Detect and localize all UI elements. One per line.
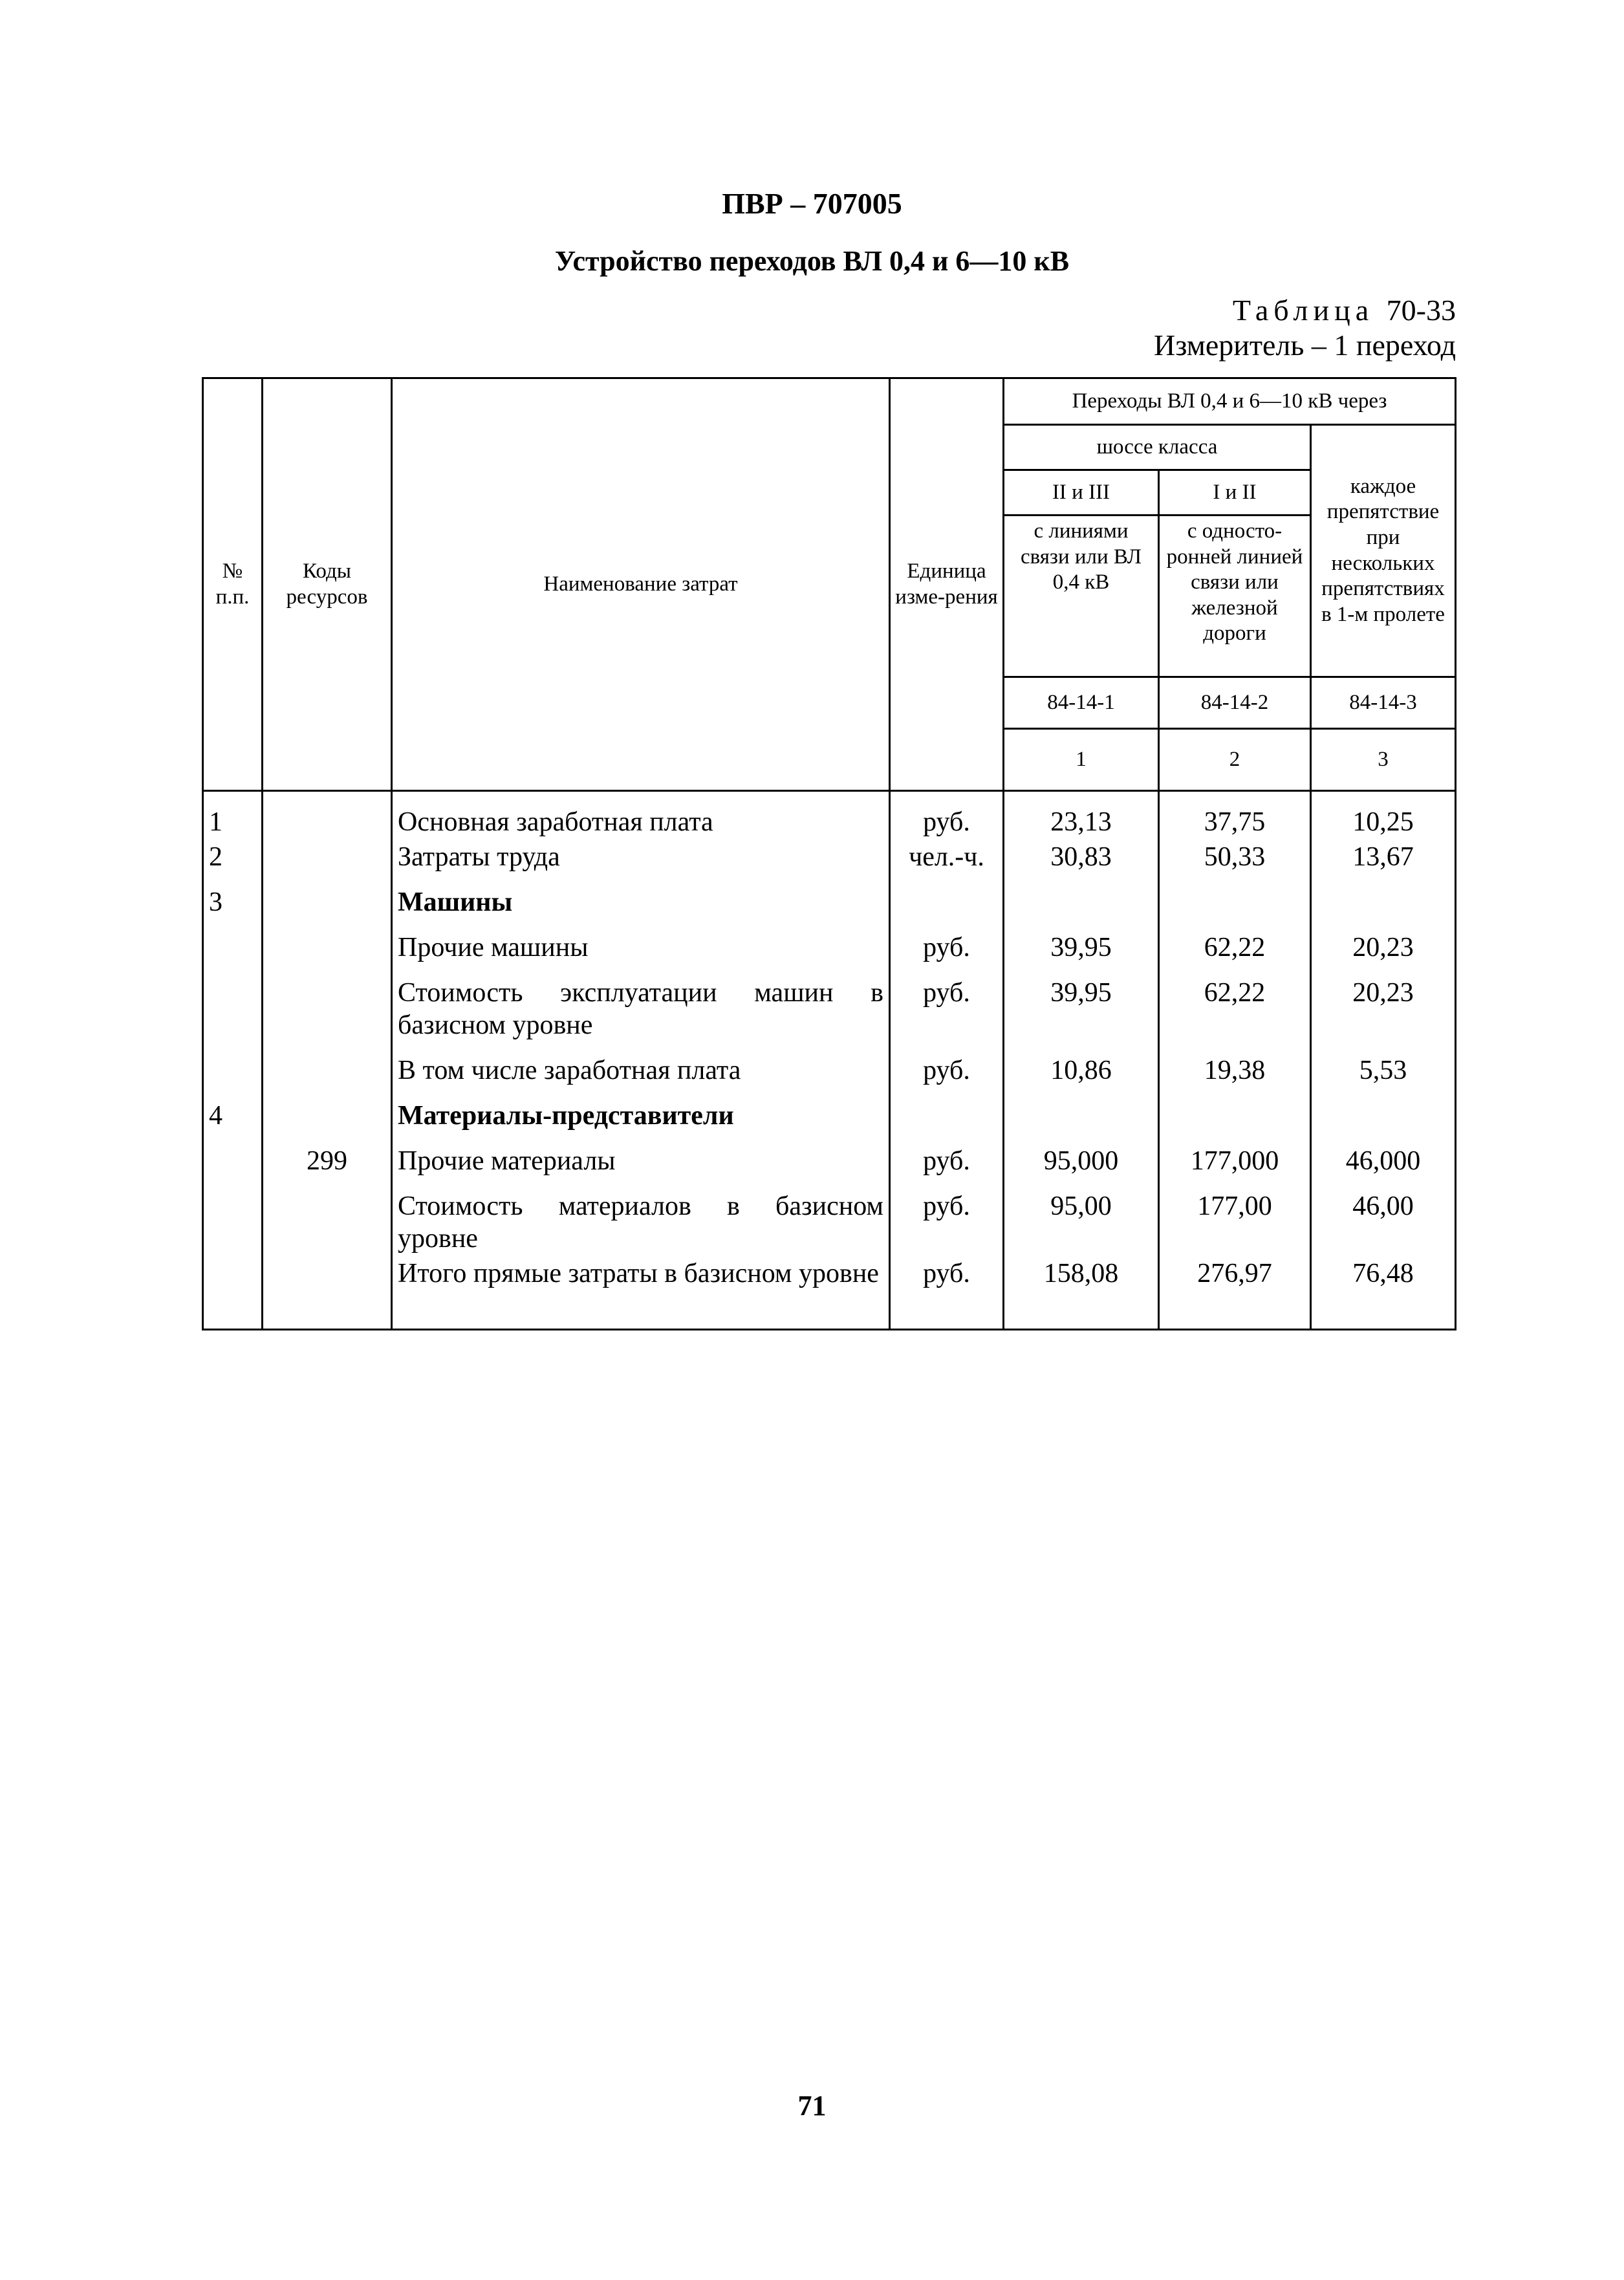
header-code-col3: 84-14-3: [1311, 677, 1456, 729]
row-code: [263, 838, 392, 884]
row-unit: руб.: [890, 1052, 1004, 1097]
section-materials: Материалы-представители: [392, 1097, 890, 1142]
row-num: 2: [203, 838, 263, 884]
row-num: [203, 1188, 263, 1255]
row-num: 3: [203, 884, 263, 929]
row-value-3: 13,67: [1311, 838, 1456, 884]
row-value-2: 276,97: [1159, 1255, 1311, 1330]
header-idx-col2: 2: [1159, 729, 1311, 791]
header-idx-col3: 3: [1311, 729, 1456, 791]
row-value-3: 76,48: [1311, 1255, 1456, 1330]
row-unit: руб.: [890, 1188, 1004, 1255]
row-code: [263, 929, 392, 974]
row-name: Затраты труда: [392, 838, 890, 884]
row-num: [203, 1255, 263, 1330]
table-row: [203, 838, 1456, 884]
header-num: № п.п.: [203, 378, 263, 791]
row-unit: руб.: [890, 791, 1004, 839]
header-group: Переходы ВЛ 0,4 и 6—10 кВ через: [1004, 378, 1456, 425]
row-value-1: 39,95: [1004, 974, 1159, 1052]
row-value-3: 20,23: [1311, 929, 1456, 974]
table-row: [203, 1188, 1456, 1255]
row-code: [263, 884, 392, 929]
header-name: Наименование затрат: [392, 378, 890, 791]
row-code: [263, 1052, 392, 1097]
header-code-col1: 84-14-1: [1004, 677, 1159, 729]
row-unit: руб.: [890, 929, 1004, 974]
row-value-2: 177,000: [1159, 1142, 1311, 1188]
row-unit: руб.: [890, 1142, 1004, 1188]
row-unit: чел.-ч.: [890, 838, 1004, 884]
header-highway: шоссе класса: [1004, 425, 1311, 470]
header-class-2-3: II и III: [1004, 470, 1159, 516]
table-row: [203, 791, 1456, 839]
row-num: [203, 1142, 263, 1188]
row-value-2: 37,75: [1159, 791, 1311, 839]
row-value-3: 20,23: [1311, 974, 1456, 1052]
row-value-1: 10,86: [1004, 1052, 1159, 1097]
table-label-word: Таблица: [1232, 294, 1374, 327]
table-row: [203, 1255, 1456, 1330]
row-code: [263, 1255, 392, 1330]
row-unit: руб.: [890, 974, 1004, 1052]
document-title: Устройство переходов ВЛ 0,4 и 6—10 кВ: [554, 245, 1070, 277]
row-value-3: [1311, 884, 1456, 929]
row-value-1: 158,08: [1004, 1255, 1159, 1330]
unit-note: Измеритель – 1 переход: [1153, 329, 1456, 362]
header-each-obstacle: каждое препятствие при нескольких препятствиях в 1-м пролете: [1311, 425, 1456, 677]
row-name: Итого прямые затраты в базисном уровне: [392, 1255, 890, 1330]
page-number: 71: [797, 2090, 827, 2122]
row-code: [263, 974, 392, 1052]
row-value-1: [1004, 1097, 1159, 1142]
header-codes: Коды ресурсов: [263, 378, 392, 791]
document-code: ПВР – 707005: [722, 187, 902, 220]
row-num: [203, 929, 263, 974]
row-value-2: [1159, 884, 1311, 929]
row-unit: [890, 884, 1004, 929]
header-desc-col1: с линиями связи или ВЛ 0,4 кВ: [1004, 516, 1159, 677]
row-value-1: [1004, 884, 1159, 929]
table-row: [203, 884, 1456, 929]
row-value-3: 46,000: [1311, 1142, 1456, 1188]
row-value-2: 62,22: [1159, 974, 1311, 1052]
row-value-2: [1159, 1097, 1311, 1142]
header-class-1-2: I и II: [1159, 470, 1311, 516]
header-idx-col1: 1: [1004, 729, 1159, 791]
row-num: 4: [203, 1097, 263, 1142]
row-num: 1: [203, 791, 263, 839]
row-value-2: 50,33: [1159, 838, 1311, 884]
row-value-2: 62,22: [1159, 929, 1311, 974]
row-value-1: 39,95: [1004, 929, 1159, 974]
row-code: [263, 1097, 392, 1142]
section-machines: Машины: [392, 884, 890, 929]
row-value-3: 5,53: [1311, 1052, 1456, 1097]
row-value-1: 95,00: [1004, 1188, 1159, 1255]
header-code-col2: 84-14-2: [1159, 677, 1311, 729]
table-row: [203, 974, 1456, 1052]
table-row: [203, 1142, 1456, 1188]
row-num: [203, 974, 263, 1052]
row-value-3: 10,25: [1311, 791, 1456, 839]
row-name: В том числе заработная плата: [392, 1052, 890, 1097]
row-code: [263, 791, 392, 839]
row-value-3: 46,00: [1311, 1188, 1456, 1255]
row-value-2: 19,38: [1159, 1052, 1311, 1097]
row-code: [263, 1188, 392, 1255]
row-value-3: [1311, 1097, 1456, 1142]
header-desc-col2: с односто-ронней линией связи или железной дороги: [1159, 516, 1311, 677]
table-row: [203, 929, 1456, 974]
table-number: 70-33: [1386, 294, 1456, 327]
row-name: Стоимость материалов в базисном уровне: [392, 1188, 890, 1255]
header-unit: Единица изме-рения: [890, 378, 1004, 791]
row-name: Основная заработная плата: [392, 791, 890, 839]
row-value-1: 30,83: [1004, 838, 1159, 884]
row-value-2: 177,00: [1159, 1188, 1311, 1255]
row-name: Прочие машины: [392, 929, 890, 974]
row-value-1: 95,000: [1004, 1142, 1159, 1188]
cost-table: [202, 377, 1456, 1330]
table-row: [203, 1097, 1456, 1142]
row-name: Стоимость эксплуатации машин в базисном уровне: [392, 974, 890, 1052]
row-code: 299: [263, 1142, 392, 1188]
row-value-1: 23,13: [1004, 791, 1159, 839]
row-unit: [890, 1097, 1004, 1142]
row-name: Прочие материалы: [392, 1142, 890, 1188]
table-label: [1233, 293, 1456, 327]
row-unit: руб.: [890, 1255, 1004, 1330]
row-num: [203, 1052, 263, 1097]
table-row: [203, 1052, 1456, 1097]
